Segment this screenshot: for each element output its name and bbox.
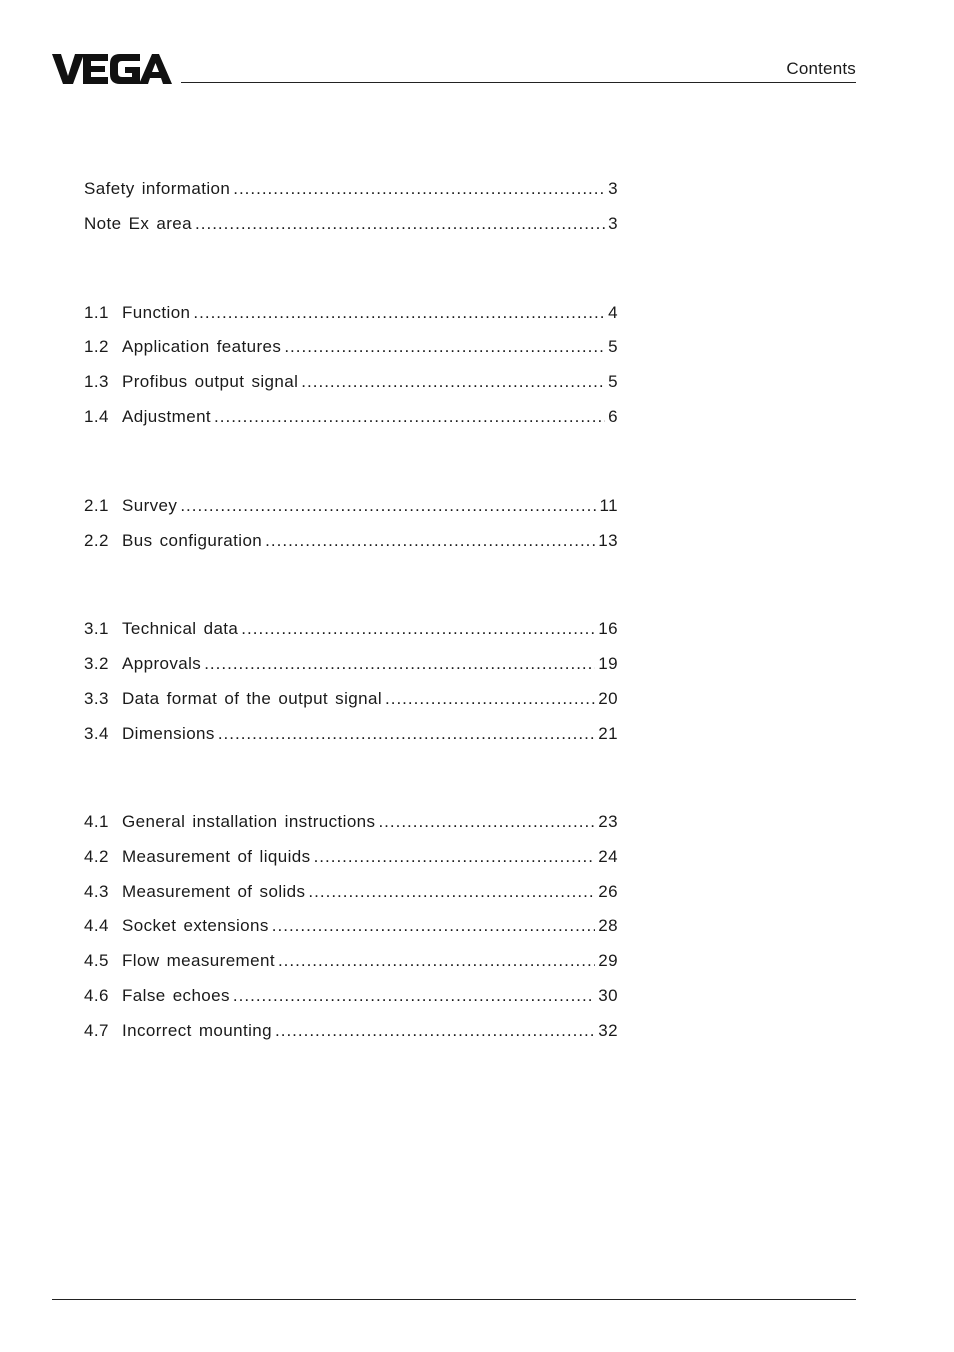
toc-entry[interactable] (84, 618, 618, 640)
toc-entry-page: 3 (608, 214, 618, 233)
toc-entry-number: 4.7 (84, 1021, 109, 1040)
toc-entry-title: Socket extensions (122, 916, 269, 935)
toc-entry[interactable] (84, 371, 618, 393)
toc-entry-page: 16 (598, 619, 618, 638)
toc-entry[interactable] (84, 530, 618, 552)
toc-entry-number: 4.3 (84, 882, 109, 901)
toc-leader (233, 985, 595, 1007)
toc-entry-number: 4.5 (84, 951, 109, 970)
toc-entry-page: 3 (608, 179, 618, 198)
toc-leader (301, 371, 605, 393)
toc-entry-page: 19 (598, 654, 618, 673)
toc-entry-title: Safety information (84, 179, 231, 198)
toc-leader (241, 618, 595, 640)
toc-entry[interactable] (84, 688, 618, 710)
toc-entry[interactable] (84, 406, 618, 428)
toc-entry-title: Incorrect mounting (122, 1021, 272, 1040)
toc-entry-page: 30 (598, 986, 618, 1005)
toc-entry[interactable] (84, 213, 618, 235)
toc-leader (272, 915, 596, 937)
toc-entry-number: 3.1 (84, 619, 109, 638)
toc-entry-number: 4.2 (84, 847, 109, 866)
toc-leader (193, 302, 605, 324)
toc-entry[interactable] (84, 495, 618, 517)
toc-leader (214, 406, 605, 428)
toc-entry-number: 1.3 (84, 372, 109, 391)
toc-entry[interactable] (84, 811, 618, 833)
toc-entry[interactable] (84, 915, 618, 937)
toc-entry-number: 3.2 (84, 654, 109, 673)
toc-entry[interactable] (84, 653, 618, 675)
toc-entry-number: 1.2 (84, 337, 109, 356)
toc-entry-title: Function (122, 303, 191, 322)
toc-leader (385, 688, 595, 710)
toc-entry-title: Bus configuration (122, 531, 263, 550)
toc-entry[interactable] (84, 178, 618, 200)
toc-entry[interactable] (84, 846, 618, 868)
toc-leader (195, 213, 605, 235)
toc-leader (278, 950, 595, 972)
toc-entry[interactable] (84, 881, 618, 903)
toc-entry-title: Dimensions (122, 724, 215, 743)
toc-entry-number: 4.4 (84, 916, 109, 935)
toc-entry-page: 24 (598, 847, 618, 866)
toc-entry-title: General installation instructions (122, 812, 376, 831)
toc-leader (378, 811, 595, 833)
toc-entry-number: 4.6 (84, 986, 109, 1005)
toc-entry[interactable] (84, 985, 618, 1007)
toc-entry-page: 28 (598, 916, 618, 935)
toc-entry[interactable] (84, 723, 618, 745)
toc-entry-page: 20 (598, 689, 618, 708)
toc-entry-page: 5 (608, 337, 618, 356)
toc-leader (180, 495, 596, 517)
toc-entry[interactable] (84, 336, 618, 358)
toc-leader (284, 336, 605, 358)
toc-entry-title: Flow measurement (122, 951, 275, 970)
toc-leader (233, 178, 605, 200)
toc-entry-page: 26 (598, 882, 618, 901)
toc-entry-page: 13 (598, 531, 618, 550)
toc-entry[interactable] (84, 302, 618, 324)
footer-rule (52, 1299, 856, 1300)
toc-entry-number: 1.4 (84, 407, 109, 426)
toc-entry-title: Measurement of liquids (122, 847, 311, 866)
toc-entry-number: 2.1 (84, 496, 109, 515)
toc-entry-title: False echoes (122, 986, 230, 1005)
toc-entry-title: Adjustment (122, 407, 212, 426)
toc-entry-title: Profibus output signal (122, 372, 299, 391)
toc-leader (204, 653, 595, 675)
toc-entry-title: Approvals (122, 654, 202, 673)
toc-entry-number: 2.2 (84, 531, 109, 550)
toc-entry-page: 4 (608, 303, 618, 322)
toc-entry-title: Note Ex area (84, 214, 193, 233)
toc-entry-page: 21 (598, 724, 618, 743)
toc-entry-number: 4.1 (84, 812, 109, 831)
toc-entry-number: 3.3 (84, 689, 109, 708)
toc-entry[interactable] (84, 950, 618, 972)
toc-entry-page: 5 (608, 372, 618, 391)
toc-entry-title: Data format of the output signal (122, 689, 382, 708)
toc-leader (275, 1020, 595, 1042)
toc-entry-title: Technical data (122, 619, 239, 638)
toc-leader (218, 723, 595, 745)
header-rule (181, 82, 856, 83)
toc-entry-page: 32 (598, 1021, 618, 1040)
toc-leader (308, 881, 595, 903)
toc-entry-number: 1.1 (84, 303, 109, 322)
toc-leader (314, 846, 596, 868)
toc-entry-page: 6 (608, 407, 618, 426)
toc-entry-title: Application features (122, 337, 282, 356)
toc-entry-page: 23 (598, 812, 618, 831)
toc-entry-title: Measurement of solids (122, 882, 306, 901)
toc-entry-page: 29 (598, 951, 618, 970)
toc-entry-page: 11 (599, 496, 618, 515)
toc-entry-number: 3.4 (84, 724, 109, 743)
section-title: Contents (786, 59, 856, 78)
vega-logo (52, 52, 172, 86)
toc-entry-title: Survey (122, 496, 178, 515)
toc-entry[interactable] (84, 1020, 618, 1042)
toc-leader (265, 530, 595, 552)
